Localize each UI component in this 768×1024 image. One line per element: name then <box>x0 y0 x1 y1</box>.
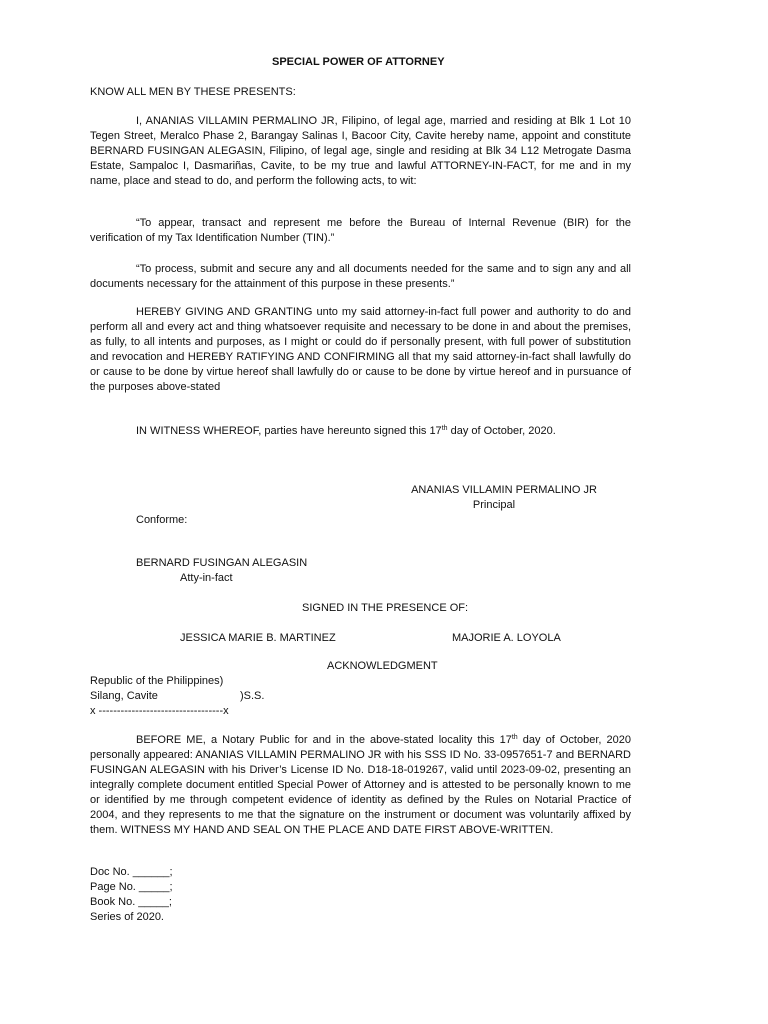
paragraph-act-2: “To process, submit and secure any and all documents needed for the same and to sign any and all documents necessary for the attainment of this purpose in these presents.” <box>90 263 631 290</box>
paragraph-grant: HEREBY GIVING AND GRANTING unto my said attorney-in-fact full power and authority to do and perform all and every act and thing whatsoever requisite and necessary to be done in and about the premises, as fully, to all intents and purposes, as I might or could do if personally present, with full power of substitution and revocation and HEREBY RATIFYING AND CONFIRMING all that my said attorney-in-fact shall lawfully do or cause to be done by virtue hereof shall lawfully do or cause to be done by virtue hereof and in pursuance of the purposes above-stated <box>90 306 631 393</box>
venue-line-1: Republic of the Philippines) <box>90 675 224 687</box>
principal-name: ANANIAS VILLAMIN PERMALINO JR <box>411 484 597 496</box>
attorney-role: Atty-in-fact <box>180 572 233 584</box>
witness-name-2: MAJORIE A. LOYOLA <box>452 632 561 644</box>
document-title: SPECIAL POWER OF ATTORNEY <box>272 56 445 68</box>
attorney-name: BERNARD FUSINGAN ALEGASIN <box>136 557 308 569</box>
acknowledgment-title: ACKNOWLEDGMENT <box>327 660 438 672</box>
venue-line-2: Silang, Cavite )S.S. <box>90 690 265 702</box>
book-no: Book No. _____; <box>90 896 172 908</box>
opening-line: KNOW ALL MEN BY THESE PRESENTS: <box>90 86 296 98</box>
venue-line-3: x ----------------------------------x <box>90 705 229 717</box>
series-year: Series of 2020. <box>90 911 164 923</box>
witness-name-1: JESSICA MARIE B. MARTINEZ <box>180 632 336 644</box>
principal-role: Principal <box>472 499 516 511</box>
paragraph-appointment: I, ANANIAS VILLAMIN PERMALINO JR, Filipino, of legal age, married and residing at Blk 1 Lot 10 Tegen Street, Meralco Phase 2, Barangay Salinas I, Bacoor City, Cavite hereby name, appoint and constitute BERNARD FUSINGAN ALEGASIN, Filipino, of legal age, single and residing at Blk 34 L12 Metrogate Dasma Estate, Sampaloc I, Dasmariñas, Cavite, to be my true and lawful ATTORNEY-IN-FACT, for me and in my name, place and stead to do, and perform the following acts, to wit: <box>90 115 631 187</box>
paragraph-act-1: “To appear, transact and represent me before the Bureau of Internal Revenue (BIR) for the verification of my Tax Identification Number (TIN).” <box>90 217 631 244</box>
conforme-label: Conforme: <box>136 514 188 526</box>
page-no: Page No. _____; <box>90 881 173 893</box>
acknowledgment-body: BEFORE ME, a Notary Public for and in the above-stated locality this 17th day of October, 2020 personally appeared: ANANIAS VILLAMIN PERMALINO JR with his SSS ID No. 33-0957651-7 and BERNARD FUSINGAN ALEGASIN with his Driver’s License ID No. D18-18-019267, valid until 2023-09-02, presenting an integrally complete document entitled Special Power of Attorney and is attested to be personally known to me or identified by me through competent evidence of identity as defined by the Rules on Notarial Practice of 2004, and they represents to me that the signature on the instrument or document was voluntarily affixed by them. WITNESS MY HAND AND SEAL ON THE PLACE AND DATE FIRST ABOVE-WRITTEN. <box>90 734 631 836</box>
witness-whereof: IN WITNESS WHEREOF, parties have hereunto signed this 17th day of October, 2020. <box>136 425 556 437</box>
signed-presence-heading: SIGNED IN THE PRESENCE OF: <box>302 602 469 614</box>
doc-no: Doc No. ______; <box>90 866 173 878</box>
